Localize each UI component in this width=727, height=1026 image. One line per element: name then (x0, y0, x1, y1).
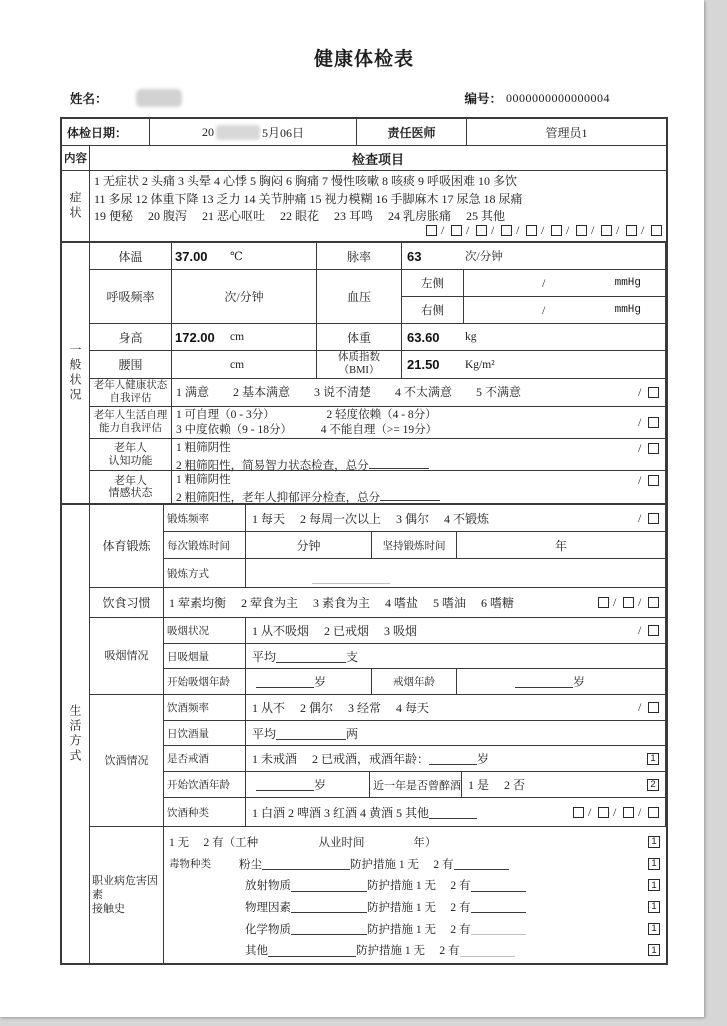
name-value-redacted (136, 89, 182, 107)
exercise-persist-label: 坚持锻炼时间 (372, 532, 457, 558)
name-label: 姓名： (70, 92, 108, 106)
exam-date-value: 20 5月06日 (150, 119, 357, 145)
drinking-type-other-blank (429, 806, 477, 819)
general-category-label: 一般状况 (62, 243, 90, 503)
exercise-duration-row (164, 532, 666, 559)
bp-right-row (402, 297, 665, 323)
drunk-selected-box: 2 (647, 779, 659, 791)
exercise-persist-unit: 年 (457, 532, 666, 558)
drinking-quit-selected-box: 1 (647, 753, 659, 765)
smoking-group (90, 618, 666, 695)
items-column-header: 检查项目 (351, 151, 404, 167)
drinking-start-age-blank (256, 778, 314, 791)
smoking-amount-row: 日吸烟量 平均 支 (164, 644, 666, 669)
toxin-row: 其他 防护措施 1 无 2 有 1 (169, 939, 660, 961)
pulse-value: 63 (407, 248, 422, 264)
waist-unit: cm (230, 358, 245, 371)
elder-emotion-options: 1 粗筛阴性 2 粗筛阳性，老年人抑郁评分检查，总分 (176, 473, 440, 506)
pulse-unit: 次/分钟 (465, 251, 503, 263)
checkbox-icon (648, 387, 659, 398)
respiration-bp-row (90, 270, 666, 324)
smoking-age-row: 开始吸烟年龄 岁 戒烟年龄 岁 (164, 669, 666, 694)
bmi-value: 21.50 (407, 357, 440, 372)
respiration-unit: 次/分钟 (172, 270, 317, 323)
occupational-group (90, 827, 666, 963)
drinking-frequency-label: 饮酒频率 (164, 695, 246, 720)
height-label: 身高 (90, 324, 172, 350)
bp-label: 血压 (317, 270, 402, 323)
toxin-name: 物理因素 (245, 901, 291, 914)
drinking-quit-label: 是否戒酒 (164, 746, 246, 771)
checkbox-icon (551, 225, 562, 236)
checkbox-icon (648, 807, 659, 818)
checkbox-icon (598, 597, 609, 608)
drinking-frequency-row (164, 695, 666, 721)
elder-health-row (90, 379, 666, 407)
diet-options: 1 荤素均衡 2 荤食为主 3 素食为主 4 嗜盐 5 嗜油 6 嗜糖 (169, 596, 515, 610)
checkbox-icon (648, 475, 659, 486)
drinking-amount-label: 日饮酒量 (164, 721, 246, 745)
bp-right-value: / mmHg (542, 302, 641, 317)
toxin-name: 放射物质 (245, 880, 291, 893)
exercise-duration-unit: 分钟 (246, 532, 372, 558)
symptoms-category-label: 症状 (62, 171, 90, 241)
smoking-start-age-blank (256, 675, 314, 688)
toxin-row: 毒物种类 粉尘 防护措施 1 无 2 有 1 (169, 853, 660, 875)
protect-blank (471, 922, 526, 935)
elder-cognition-options: 1 粗筛阴性 2 粗筛阳性，简易智力状态检查，总分 (176, 441, 429, 474)
toxin-selected-box: 1 (648, 944, 660, 956)
temperature-label: 体温 (90, 243, 172, 269)
symptoms-line-1: 1 无症状 2 头痛 3 头晕 4 心悸 5 胸闷 6 胸痛 7 慢性咳嗽 8 咳痰 9 呼吸困难 10 多饮 (94, 174, 518, 188)
drinking-type-checkboxes (573, 807, 659, 818)
elder-health-options: 1 满意 2 基本满意 3 说不清楚 4 不太满意 5 不满意 (176, 385, 522, 399)
diet-checkboxes (598, 597, 659, 608)
id-label: 编号： (464, 92, 502, 106)
elder-selfcare-label: 老年人生活自理 能力自我评估 (90, 407, 172, 438)
lifestyle-section (62, 505, 666, 963)
waist-label: 腰围 (90, 351, 172, 378)
smoking-quit-age-label: 戒烟年龄 (372, 669, 457, 694)
elder-emotion-label: 老年人 情感状态 (90, 471, 172, 503)
checkbox-icon (526, 225, 537, 236)
temperature-value: 37.00 (175, 248, 208, 264)
bp-left-row (402, 270, 665, 297)
smoking-amount-blank (276, 650, 346, 663)
page-title: 健康体检表 (313, 49, 414, 70)
checkbox-icon (476, 225, 487, 236)
drinking-amount-row: 日饮酒量 平均 两 (164, 721, 666, 746)
bmi-unit: Kg/m² (465, 358, 495, 371)
occupational-group-label: 职业病危害因素 接触史 (90, 827, 164, 963)
drinking-quit-row: 是否戒酒 1 未戒酒 2 已戒酒，戒酒年龄： 岁 1 (164, 746, 666, 772)
drinking-group (90, 695, 666, 827)
weight-value: 63.60 (407, 329, 440, 345)
exercise-mode-label: 锻炼方式 (164, 559, 246, 587)
toxin-kind-label: 毒物种类 (169, 859, 211, 870)
waist-bmi-row (90, 351, 666, 379)
exercise-duration-label: 每次锻炼时间 (164, 532, 246, 558)
checkbox-icon (648, 625, 659, 636)
drinking-frequency-options: 1 从不 2 偶尔 3 经常 4 每天 (252, 701, 430, 715)
diet-label: 饮食习惯 (90, 588, 164, 617)
exercise-frequency-row (164, 505, 666, 532)
height-value: 172.00 (175, 329, 215, 345)
id-value: 0000000000000004 (506, 90, 610, 105)
height-weight-row (90, 324, 666, 351)
checkbox-icon (648, 597, 659, 608)
elder-selfcare-options: 1 可自理（0 - 3分） 2 轻度依赖（4 - 8分） 3 中度依赖（9 - 18分） 4 不能自理（>= 19分） (176, 408, 438, 436)
elder-cognition-label: 老年人 认知功能 (90, 439, 172, 470)
exercise-frequency-options: 1 每天 2 每周一次以上 3 偶尔 4 不锻炼 (252, 511, 490, 526)
toxin-name: 化学物质 (245, 923, 291, 936)
form-id (464, 89, 610, 107)
toxin-name: 粉尘 (239, 858, 262, 871)
toxin-name: 其他 (245, 945, 268, 958)
bp-right-unit: mmHg (614, 304, 641, 316)
symptoms-line-2: 11 多尿 12 体重下降 13 乏力 14 关节肿痛 15 视力模糊 16 手脚麻木 17 尿急 18 尿痛 (94, 191, 523, 206)
score-blank (380, 488, 440, 501)
checkbox-icon (623, 597, 634, 608)
pulse-label: 脉率 (317, 243, 402, 269)
drinking-quit-age-blank (429, 752, 477, 765)
checkbox-icon (451, 225, 462, 236)
table-header-row (62, 146, 666, 171)
bp-left-unit: mmHg (614, 277, 641, 289)
exercise-group (90, 505, 666, 588)
drunk-last-year-label: 近一年是否曾醉酒 (370, 772, 462, 797)
protect-blank (471, 879, 526, 892)
checkbox-icon (598, 807, 609, 818)
respiration-label: 呼吸频率 (90, 270, 172, 323)
smoking-start-age-label: 开始吸烟年龄 (164, 669, 246, 694)
drinking-amount-blank (276, 727, 346, 740)
checkbox-icon (573, 807, 584, 818)
height-unit: cm (230, 331, 245, 343)
occupational-line-1: 1 无 2 有（工种 从业时间 年） 1 (169, 831, 660, 853)
elder-selfcare-row (90, 407, 666, 439)
checkbox-icon (623, 807, 634, 818)
bp-left-value: / mmHg (542, 275, 641, 290)
temperature-pulse-row (90, 243, 666, 270)
smoking-status-label: 吸烟状况 (164, 618, 246, 643)
drinking-type-row (164, 798, 666, 826)
symptoms-checkboxes (426, 225, 662, 236)
drinking-start-age-row: 开始饮酒年龄 岁 近一年是否曾醉酒 1 是 2 否 2 (164, 772, 666, 798)
drunk-options: 1 是 2 否 (468, 778, 526, 792)
smoking-group-label: 吸烟情况 (90, 618, 164, 694)
occupational-selected-box: 1 (648, 836, 660, 848)
diet-row (90, 588, 666, 618)
smoking-amount-label: 日吸烟量 (164, 644, 246, 668)
checkbox-icon (651, 225, 662, 236)
toxin-row: 物理因素 防护措施 1 无 2 有 1 (169, 896, 660, 918)
checkbox-icon (426, 225, 437, 236)
toxin-selected-box: 1 (648, 923, 660, 935)
checkbox-icon (648, 417, 659, 428)
protect-blank (471, 900, 526, 913)
exercise-group-label: 体育锻炼 (90, 505, 164, 587)
bmi-label: 体质指数 （BMI） (317, 351, 402, 378)
drinking-type-label: 饮酒种类 (164, 798, 246, 826)
toxin-row: 放射物质 防护措施 1 无 2 有 1 (169, 874, 660, 896)
toxin-blank (291, 879, 367, 892)
date-redacted-blur (216, 125, 260, 140)
checkbox-icon (601, 225, 612, 236)
score-blank (369, 456, 429, 469)
smoking-status-row (164, 618, 666, 644)
exercise-mode-blank (312, 583, 390, 584)
weight-unit: kg (465, 331, 477, 343)
elder-health-label: 老年人健康状态 自我评估 (90, 379, 172, 406)
bp-right-label: 右侧 (402, 297, 464, 323)
exam-form-table (60, 117, 668, 965)
drinking-start-age-label: 开始饮酒年龄 (164, 772, 246, 797)
drinking-type-options: 1 白酒 2 啤酒 3 红酒 4 黄酒 5 其他 (252, 805, 430, 820)
toxin-blank (291, 922, 367, 935)
smoking-quit-age-blank (515, 675, 573, 688)
doctor-value: 管理员1 (545, 125, 588, 140)
toxin-selected-box: 1 (648, 858, 660, 870)
toxin-row: 化学物质 防护措施 1 无 2 有 1 (169, 918, 660, 940)
drinking-group-label: 饮酒情况 (90, 695, 164, 826)
name-id-bar (60, 87, 668, 109)
elder-emotion-row (90, 471, 666, 503)
exam-date-label: 体检日期： (62, 119, 150, 145)
checkbox-icon (501, 225, 512, 236)
checkbox-icon (648, 513, 659, 524)
toxin-blank (291, 900, 367, 913)
toxin-blank (262, 857, 350, 870)
elder-cognition-row (90, 439, 666, 471)
protect-blank (460, 944, 515, 957)
weight-label: 体重 (317, 324, 402, 350)
exercise-frequency-label: 锻炼频率 (164, 505, 246, 531)
checkbox-icon (626, 225, 637, 236)
checkbox-icon (576, 225, 587, 236)
general-status-section (62, 243, 666, 505)
lifestyle-category-label: 生活方式 (62, 505, 90, 963)
checkbox-icon (648, 443, 659, 454)
symptoms-section (62, 171, 666, 243)
doctor-label: 责任医师 (357, 119, 467, 145)
toxin-selected-box: 1 (648, 879, 660, 891)
drinking-quit-options: 1 未戒酒 2 已戒酒，戒酒年龄： (252, 752, 430, 766)
checkbox-icon (648, 702, 659, 713)
exam-date-row (62, 119, 666, 146)
symptoms-line-3: 19 便秘 20 腹泻 21 恶心呕吐 22 眼花 23 耳鸣 24 乳房胀痛 25 其他 (94, 209, 506, 223)
toxin-blank (268, 944, 356, 957)
toxin-selected-box: 1 (648, 901, 660, 913)
content-column-header: 内容 (62, 146, 90, 170)
protect-blank (454, 857, 509, 870)
smoking-status-options: 1 从不吸烟 2 已戒烟 3 吸烟 (252, 624, 418, 638)
temperature-unit: ℃ (230, 251, 243, 263)
exercise-mode-row (164, 559, 666, 587)
bp-left-label: 左侧 (402, 270, 464, 296)
